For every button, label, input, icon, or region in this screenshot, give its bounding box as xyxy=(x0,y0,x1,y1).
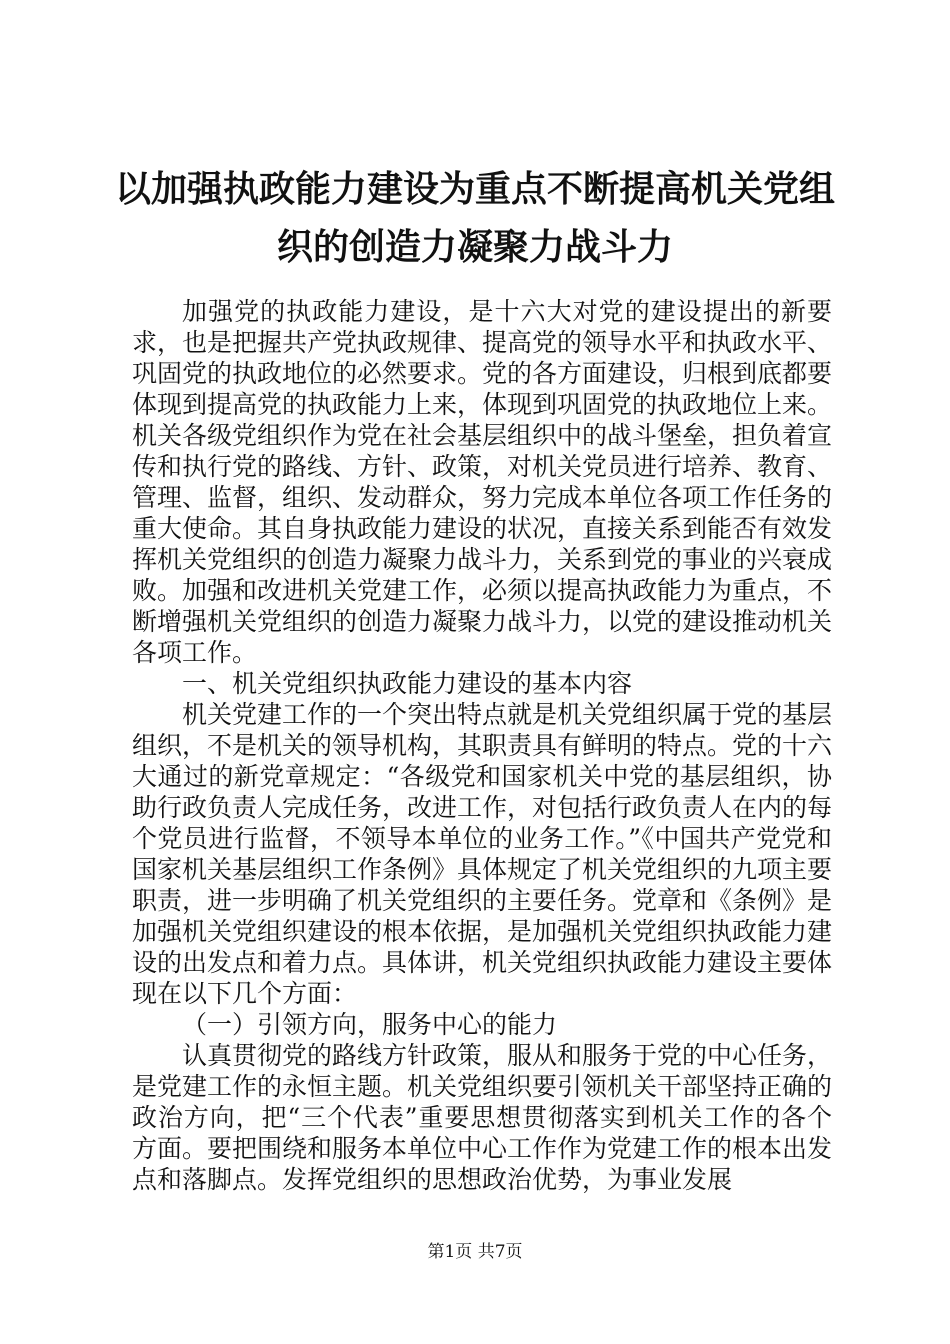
document-body xyxy=(132,296,832,1195)
page-footer xyxy=(0,1241,950,1263)
section-heading-1: 一、机关党组织执政能力建设的基本内容 xyxy=(182,669,633,698)
document-title xyxy=(100,160,850,276)
paragraph-intro: 加强党的执政能力建设，是十六大对党的建设提出的新要求，也是把握共产党执政规律、提高党的领导水平和执政水平、巩固党的执政地位的必然要求。党的各方面建设，归根到底都要体现到提高党的执政能力上来，体现到巩固党的执政地位上来。机关各级党组织作为党在社会基层组织中的战斗堡垒，担负着宣传和执行党的路线、方针、政策，对机关党员进行培养、教育、管理、监督，组织、发动群众，努力完成本单位各项工作任务的重大使命。其自身执政能力建设的状况，直接关系到能否有效发挥机关党组织的创造力凝聚力战斗力，关系到党的事业的兴衰成败。加强和改进机关党建工作，必须以提高执政能力为重点，不断增强机关党组织的创造力凝聚力战斗力，以党的建设推动机关各项工作。 xyxy=(132,297,833,667)
subsection-heading-1: （一）引领方向，服务中心的能力 xyxy=(182,1010,558,1039)
title-line-1: 以加强执政能力建设为重点不断提高机关党组 xyxy=(114,168,835,210)
title-line-2: 织的创造力凝聚力战斗力 xyxy=(276,226,673,268)
paragraph-subsection-1: 认真贯彻党的路线方针政策，服从和服务于党的中心任务，是党建工作的永恒主题。机关党组织要引领机关干部坚持正确的政治方向，把“三个代表”重要思想贯彻落实到机关工作的各个方面。要把围绕和服务本单位中心工作作为党建工作的根本出发点和落脚点。发挥党组织的思想政治优势，为事业发展 xyxy=(132,1041,833,1194)
paragraph-section-1: 机关党建工作的一个突出特点就是机关党组织属于党的基层组织，不是机关的领导机构，其职责具有鲜明的特点。党的十六大通过的新党章规定：“各级党和国家机关中党的基层组织，协助行政负责人完成任务，改进工作，对包括行政负责人在内的每个党员进行监督，不领导本单位的业务工作。”《中国共产党党和国家机关基层组织工作条例》具体规定了机关党组织的九项主要职责，进一步明确了机关党组织的主要任务。党章和《条例》是加强机关党组织建设的根本依据，是加强机关党组织执政能力建设的出发点和着力点。具体讲，机关党组织执政能力建设主要体现在以下几个方面： xyxy=(132,700,833,1008)
page-number: 第1页 共7页 xyxy=(427,1242,523,1262)
